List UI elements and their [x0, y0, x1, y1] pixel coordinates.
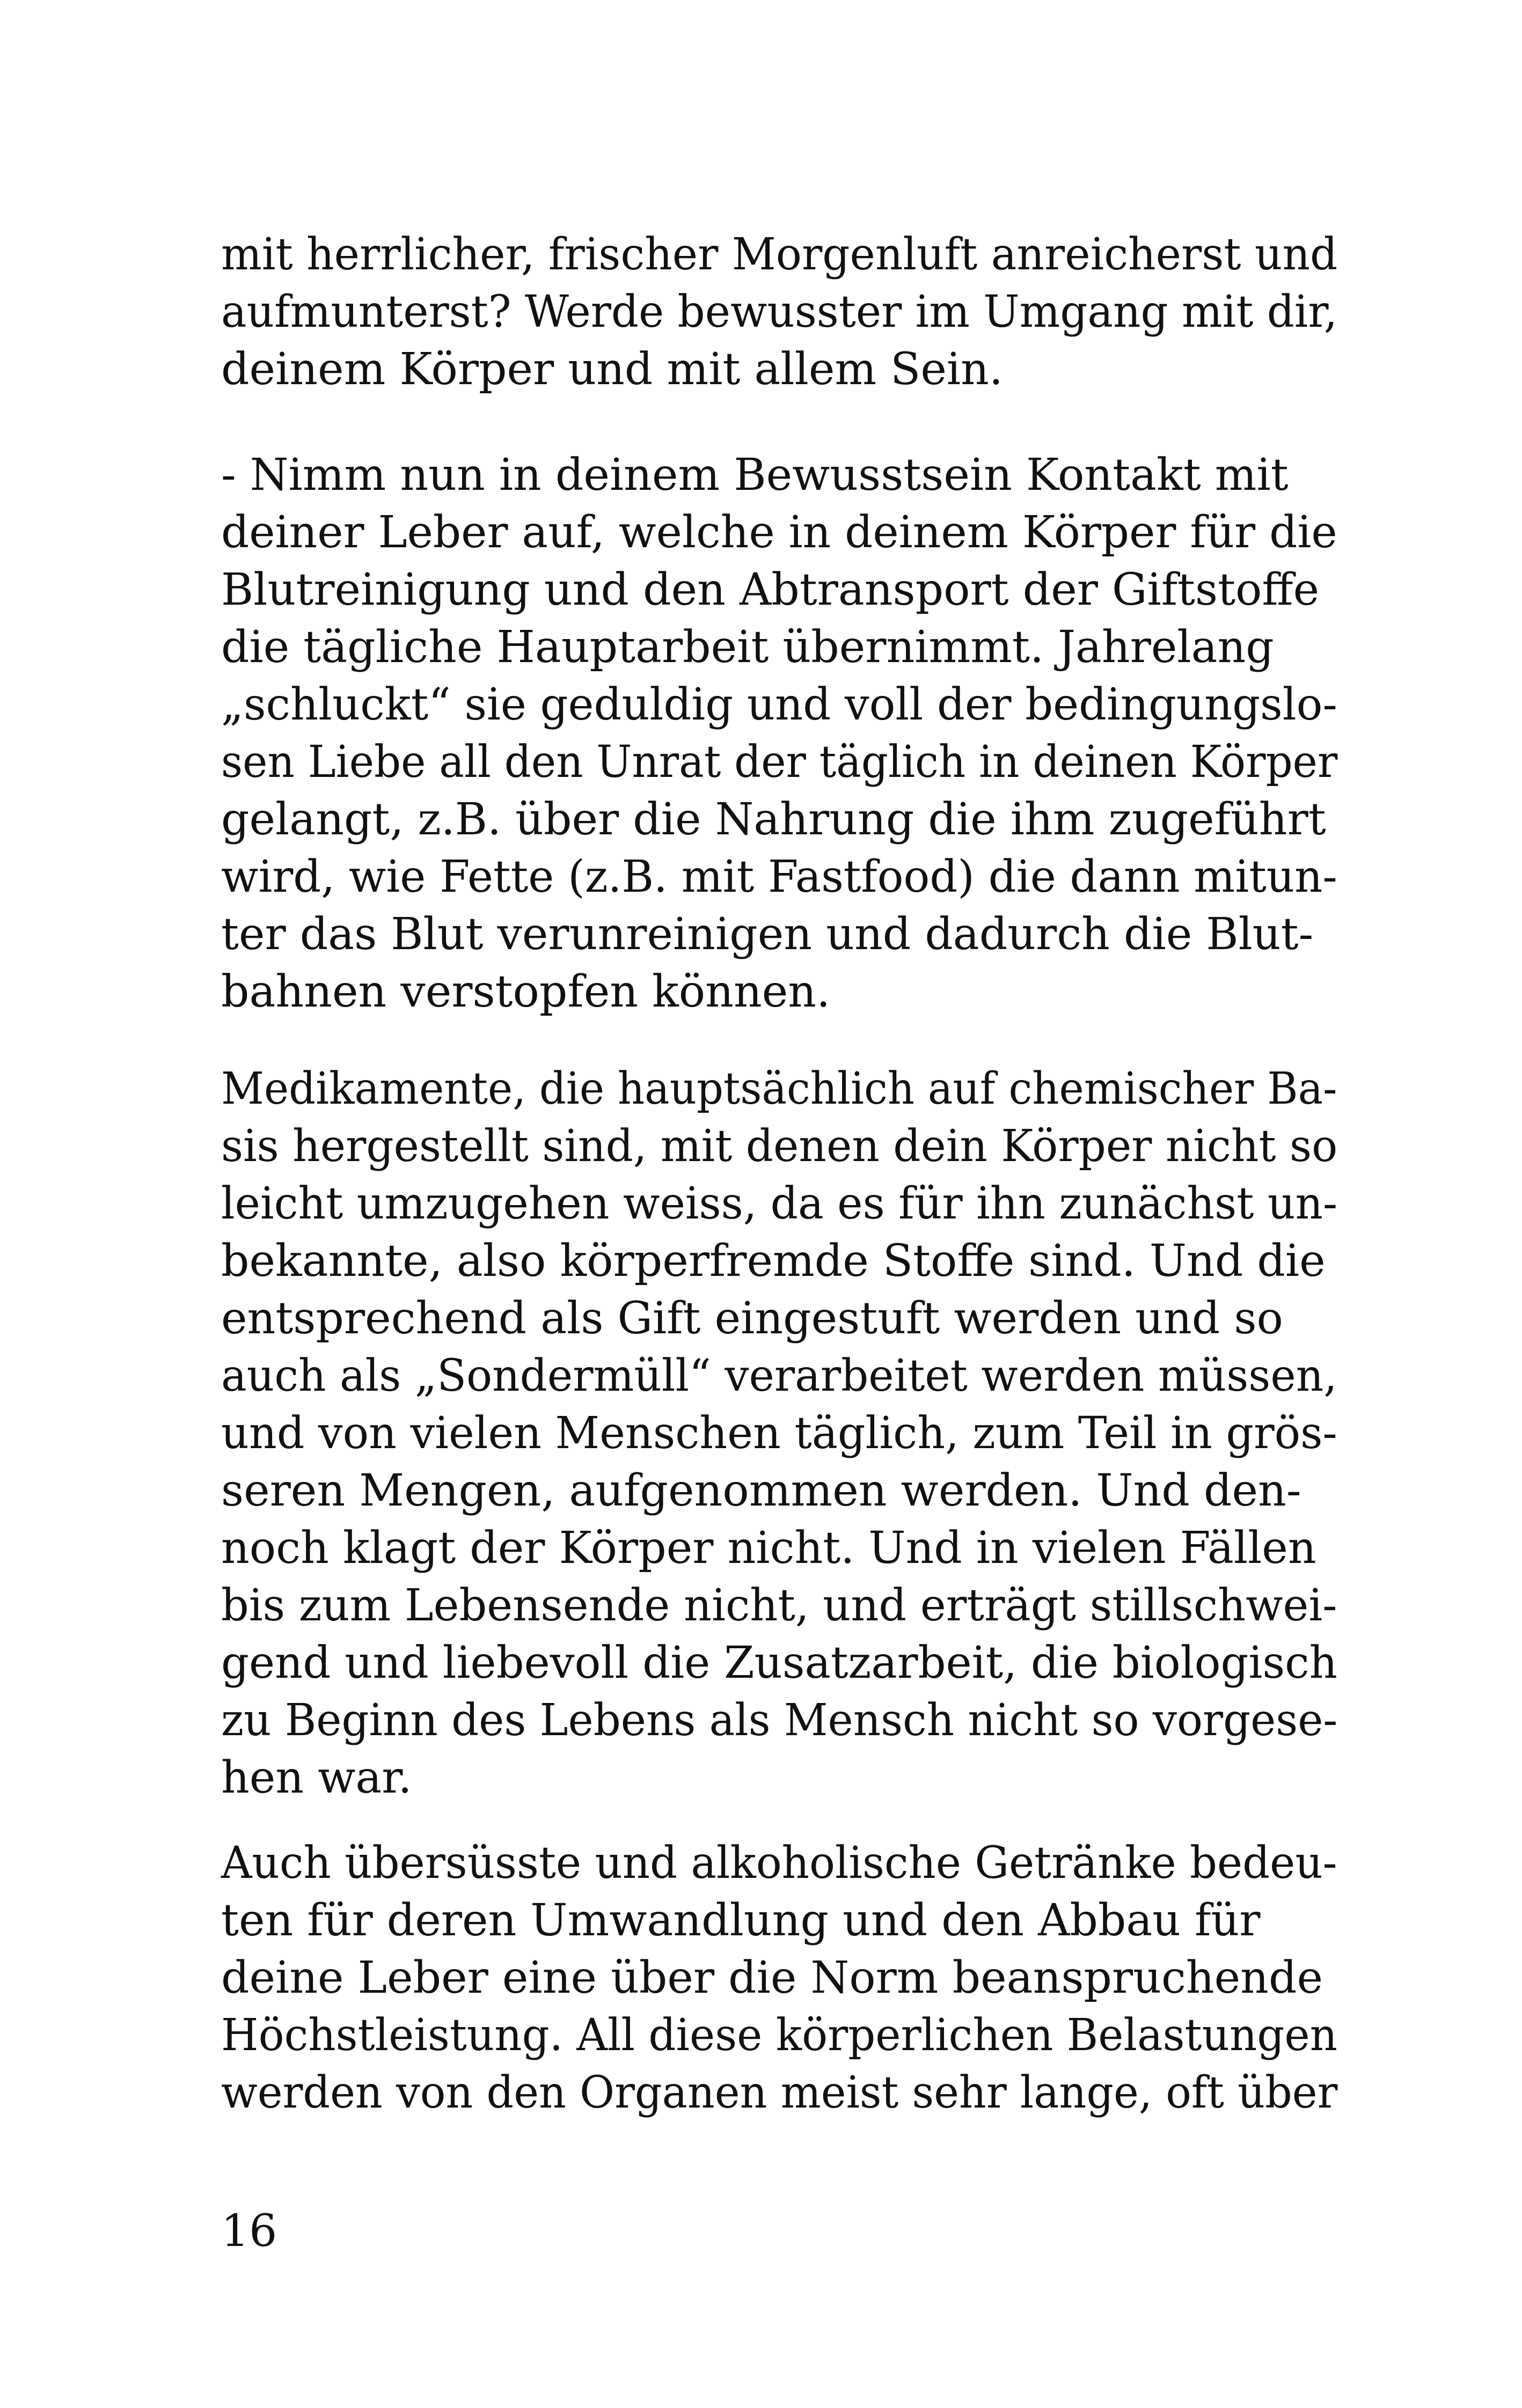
- text-line: Medikamente, die hauptsächlich auf chemischer Ba-: [221, 1063, 1337, 1114]
- text-line: „schluckt“ sie geduldig und voll der bedingungslo-: [221, 679, 1337, 730]
- text-line: noch klagt der Körper nicht. Und in vielen Fällen: [221, 1523, 1316, 1574]
- text-line: seren Mengen, aufgenommen werden. Und den-: [221, 1465, 1301, 1516]
- text-line: zu Beginn des Lebens als Mensch nicht so vorgese-: [221, 1695, 1338, 1746]
- text-line: deiner Leber auf, welche in deinem Körper für die: [221, 507, 1337, 558]
- text-line: bis zum Lebensende nicht, und erträgt stillschwei-: [221, 1580, 1337, 1631]
- text-line: deinem Körper und mit allem Sein.: [221, 344, 1003, 395]
- text-line: bahnen verstopfen können.: [221, 966, 831, 1017]
- text-line: entsprechend als Gift eingestuft werden und so: [221, 1293, 1283, 1344]
- text-line: werden von den Organen meist sehr lange, oft über: [221, 2067, 1338, 2118]
- text-line: Höchstleistung. All diese körperlichen Belastungen: [221, 2010, 1338, 2061]
- text-line: Auch übersüsste und alkoholische Getränke bedeu-: [221, 1838, 1337, 1889]
- text-line: - Nimm nun in deinem Bewusstsein Kontakt mit: [221, 450, 1289, 501]
- text-line: gelangt, z.B. über die Nahrung die ihm zugeführt: [221, 794, 1326, 845]
- page-number: 16: [221, 2206, 277, 2257]
- text-line: die tägliche Hauptarbeit übernimmt. Jahrelang: [221, 622, 1274, 673]
- text-line: sen Liebe all den Unrat der täglich in deinen Körper: [221, 737, 1338, 788]
- text-line: deine Leber eine über die Norm beanspruchende: [221, 1952, 1323, 2003]
- text-line: bekannte, also körperfremde Stoffe sind. Und die: [221, 1236, 1326, 1287]
- text-line: Blutreinigung und den Abtransport der Giftstoffe: [221, 564, 1320, 615]
- text-line: und von vielen Menschen täglich, zum Teil in grös-: [221, 1408, 1337, 1459]
- text-line: ter das Blut verunreinigen und dadurch die Blut-: [221, 909, 1314, 960]
- text-line: leicht umzugehen weiss, da es für ihn zunächst un-: [221, 1178, 1338, 1229]
- text-line: mit herrlicher, frischer Morgenluft anreicherst und: [221, 229, 1338, 280]
- text-line: gend und liebevoll die Zusatzarbeit, die biologisch: [221, 1638, 1337, 1688]
- text-line: aufmunterst? Werde bewusster im Umgang mit dir,: [221, 287, 1338, 337]
- text-line: ten für deren Umwandlung und den Abbau für: [221, 1895, 1261, 1946]
- text-line: sis hergestellt sind, mit denen dein Körper nicht so: [221, 1121, 1338, 1172]
- text-line: auch als „Sondermüll“ verarbeitet werden müssen,: [221, 1350, 1337, 1401]
- text-line: wird, wie Fette (z.B. mit Fastfood) die dann mitun-: [221, 851, 1337, 902]
- text-line: hen war.: [221, 1752, 412, 1803]
